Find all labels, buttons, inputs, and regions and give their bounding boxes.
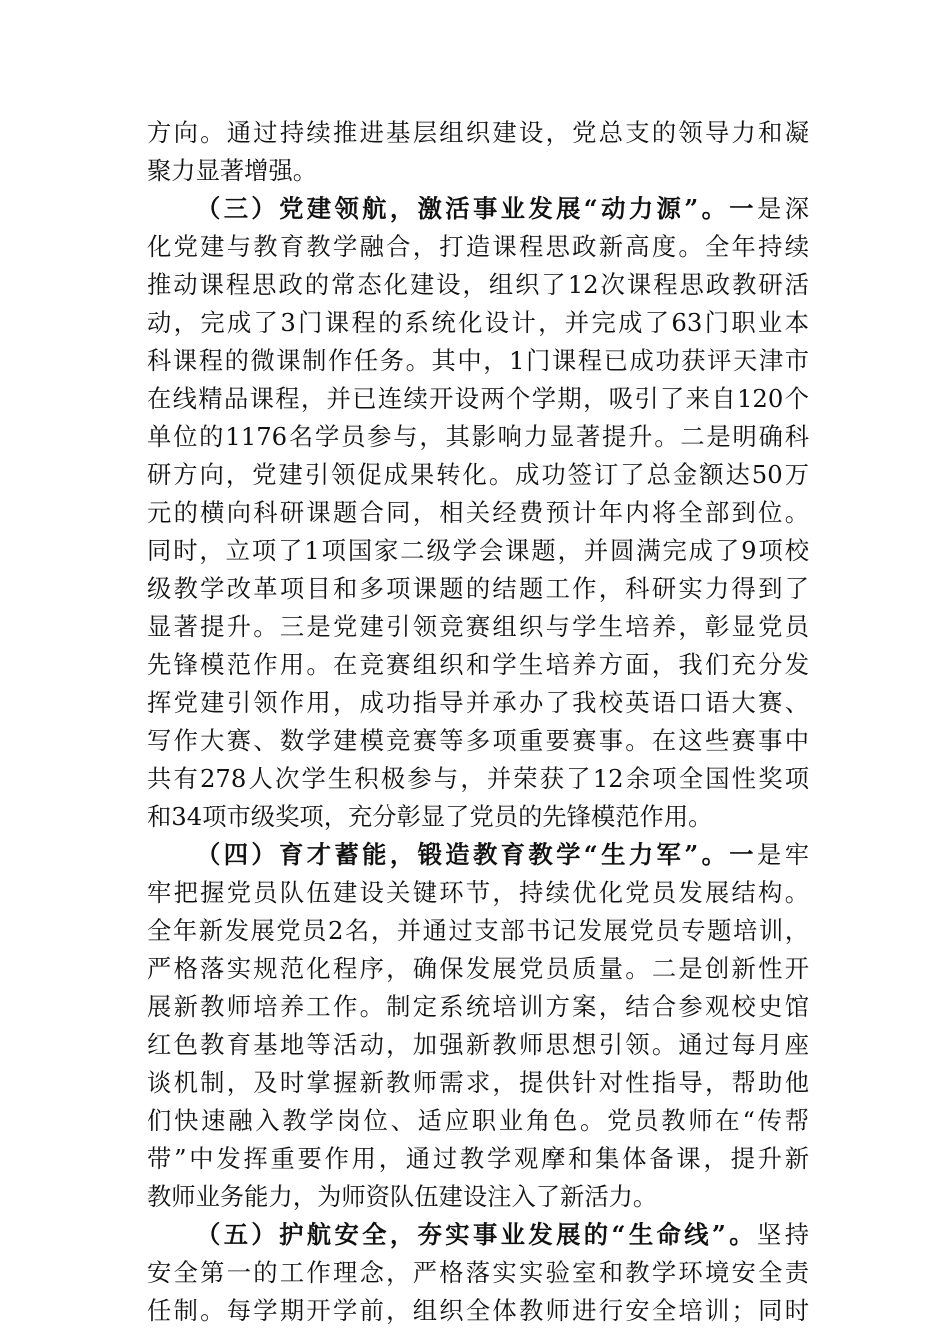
text-line: 教师业务能力，为师资队伍建设注入了新活力。 xyxy=(147,1182,658,1211)
text-line: 显著提升。三是党建引领竞赛组织与学生培养，彰显党员 xyxy=(147,612,809,641)
text-line: 共有278人次学生积极参与，并荣获了12余项全国性奖项 xyxy=(147,764,809,793)
text-line: 元的横向科研课题合同，相关经费预计年内将全部到位。 xyxy=(147,498,809,527)
text-line: 在线精品课程，并已连续开设两个学期，吸引了来自120个 xyxy=(147,384,809,413)
text-line: 聚力显著增强。 xyxy=(147,156,318,185)
text-line: 科课程的微课制作任务。其中，1门课程已成功获评天津市 xyxy=(147,346,809,375)
text-line: 先锋模范作用。在竞赛组织和学生培养方面，我们充分发 xyxy=(147,650,809,679)
text-line: 写作大赛、数学建模竞赛等多项重要赛事。在这些赛事中 xyxy=(147,726,809,755)
text-line: 推动课程思政的常态化建设，组织了12次课程思政教研活 xyxy=(147,270,809,299)
text-line: 带”中发挥重要作用，通过教学观摩和集体备课，提升新 xyxy=(147,1144,809,1173)
text-line: 方向。通过持续推进基层组织建设，党总支的领导力和凝 xyxy=(147,118,809,147)
text-line: 们快速融入教学岗位、适应职业角色。党员教师在“传帮 xyxy=(147,1106,809,1135)
text-line: 级教学改革项目和多项课题的结题工作，科研实力得到了 xyxy=(147,574,809,603)
text-line: 谈机制，及时掌握新教师需求，提供针对性指导，帮助他 xyxy=(147,1068,809,1097)
text-line: 挥党建引领作用，成功指导并承办了我校英语口语大赛、 xyxy=(147,688,809,717)
section-5-heading: （五）护航安全，夯实事业发展的“生命线”。 xyxy=(196,1220,758,1249)
text-line: 展新教师培养工作。制定系统培训方案，结合参观校史馆 xyxy=(147,992,809,1021)
text-line: 全年新发展党员2名，并通过支部书记发展党员专题培训， xyxy=(147,916,809,945)
text-line: 牢把握党员队伍建设关键环节，持续优化党员发展结构。 xyxy=(147,878,809,907)
text-run: 是深 xyxy=(757,194,809,223)
text-line: 研方向，党建引领促成果转化。成功签订了总金额达50万 xyxy=(147,460,809,489)
section-4-heading: （四）育才蓄能，锻造教育教学“生力军”。一 xyxy=(196,840,758,869)
section-3-heading: （三）党建领航，激活事业发展“动力源”。一 xyxy=(196,194,758,223)
text-line: 任制。每学期开学前，组织全体教师进行安全培训；同时 xyxy=(147,1296,809,1325)
text-line: 单位的1176名学员参与，其影响力显著提升。二是明确科 xyxy=(147,422,809,451)
text-line: 红色教育基地等活动，加强新教师思想引领。通过每月座 xyxy=(147,1030,809,1059)
text-line: 动，完成了3门课程的系统化设计，并完成了63门职业本 xyxy=(147,308,809,337)
text-line: 严格落实规范化程序，确保发展党员质量。二是创新性开 xyxy=(147,954,809,983)
text-run: 是牢 xyxy=(757,840,809,869)
text-line: 安全第一的工作理念，严格落实实验室和教学环境安全责 xyxy=(147,1258,809,1287)
text-run: 坚持 xyxy=(757,1220,809,1249)
text-line: 和34项市级奖项，充分彰显了党员的先锋模范作用。 xyxy=(147,802,713,831)
text-line: 化党建与教育教学融合，打造课程思政新高度。全年持续 xyxy=(147,232,809,261)
text-line: 同时，立项了1项国家二级学会课题，并圆满完成了9项校 xyxy=(147,536,809,565)
